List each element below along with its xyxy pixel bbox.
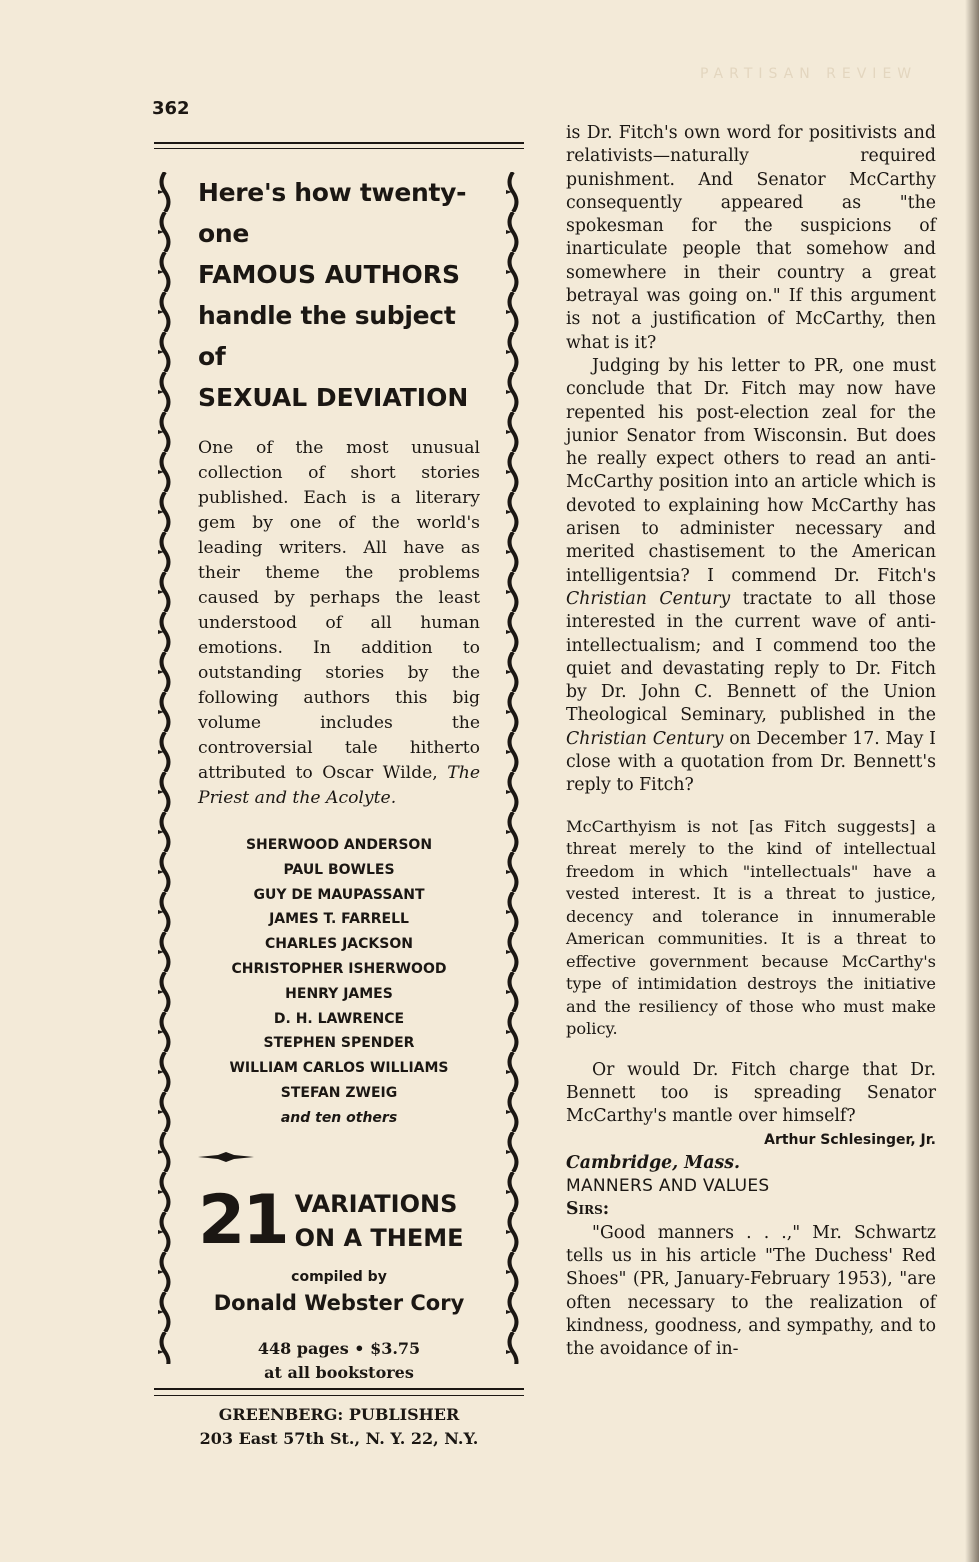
author-name: STEPHEN SPENDER [263, 1035, 415, 1052]
ad-top-rule-thin [154, 148, 524, 149]
ad-top-rule [154, 142, 524, 144]
letter-paragraph: "Good manners . . .," Mr. Schwartz tells us in his article "The Duchess' Red Shoes" (PR, January-February 1953), "are often necessary to the realization of kindness, goodness, and sympathy, and to the avoidance of in- [566, 1222, 936, 1360]
letter-text: Judging by his letter to PR, one must conclude that Dr. Fitch may now have repented his post-election zeal for the junior Senator from Wisconsin. But does he really expect others to read an anti-McCarthy position into an article which is devoted to explaining how McCarthy has arisen to administer necessary and merited chastisement to the American intelligentsia? I commend Dr. Fitch's [566, 355, 936, 586]
book-title-line-2: ON A THEME [294, 1223, 464, 1252]
ad-content [198, 172, 480, 1451]
author-name: GUY DE MAUPASSANT [253, 886, 425, 903]
book-title-line-1: VARIATIONS [294, 1189, 458, 1218]
price-info [198, 1337, 480, 1385]
compiled-by-label: compiled by [291, 1268, 387, 1285]
salutation: Sirs: [566, 1199, 610, 1220]
ad-description [198, 436, 480, 811]
page-number: 362 [152, 98, 190, 119]
compiler-name: Donald Webster Cory [213, 1290, 465, 1315]
letter-paragraph: Or would Dr. Fitch charge that Dr. Bennett too is spreading Senator McCarthy's mantle over himself? [566, 1059, 936, 1127]
letter-place: Cambridge, Mass. [566, 1152, 740, 1173]
ad-headline-line-2: FAMOUS AUTHORS [198, 260, 461, 289]
page-edge-shadow [965, 0, 979, 1562]
ad-left-ornament-border [156, 172, 174, 1364]
publisher-name: GREENBERG: PUBLISHER [218, 1404, 460, 1424]
block-quotation: McCarthyism is not [as Fitch suggests] a threat merely to the kind of intellectual freedom in which "intellectuals" have a vested interest. It is a threat to justice, decency and tolerance in innumerable American communities. It is a threat to effective government because McCarthy's type of intimidation destroys the initiative and the resiliency of those who must make policy. [566, 816, 936, 1039]
section-heading: MANNERS AND VALUES [566, 1176, 770, 1197]
author-list [198, 833, 480, 1131]
ad-right-ornament-border [504, 172, 522, 1364]
letter-paragraph: is Dr. Fitch's own word for positivists and relativists—naturally required punishment. And Senator McCarthy consequently appeared as "the spokesman for the suspicions of inarticulate people that somehow and somewhere in their country a great betrayal was going on." If this argument is not a justification of McCarthy, then what is it? [566, 123, 936, 353]
availability: at all bookstores [264, 1362, 414, 1382]
author-name: WILLIAM CARLOS WILLIAMS [229, 1060, 449, 1077]
letters-column [566, 122, 936, 1361]
author-name: CHARLES JACKSON [265, 936, 413, 953]
author-name: HENRY JAMES [285, 985, 393, 1002]
book-title-words [295, 1187, 464, 1255]
author-name: JAMES T. FARRELL [269, 911, 409, 928]
ad-headline-line-3: handle the subject of [198, 301, 456, 371]
author-name: CHRISTOPHER ISHERWOOD [231, 960, 447, 977]
publication-title: Christian Century [566, 588, 731, 609]
book-advertisement [154, 142, 524, 1448]
ad-headline-line-4: SEXUAL DEVIATION [198, 383, 469, 412]
author-name: STEFAN ZWEIG [280, 1084, 398, 1101]
letter-signature: Arthur Schlesinger, Jr. [764, 1131, 936, 1148]
running-header: PARTISAN REVIEW [700, 66, 918, 82]
letter-text: on December 17. May I close with a quotation from Dr. Bennett's reply to Fitch? [566, 728, 936, 796]
and-others-text: and ten others [280, 1109, 398, 1126]
pages-and-price: 448 pages • $3.75 [257, 1338, 421, 1358]
letter-text: tractate to all those interested in the current wave of anti-intellectualism; and I commend too the quiet and devastating reply to Dr. Fitch by Dr. John C. Bennett of the Union Theological Seminary, published in the [566, 588, 936, 726]
ad-description-text: One of the most unusual collection of short stories published. Each is a literary gem by one of the world's leading writers. All have as their theme the problems caused by perhaps the least understood of all human emotions. In addition to outstanding stories by the following authors this big volume includes the controversial tale hitherto attributed to Oscar Wilde, [198, 438, 480, 783]
book-title-block [198, 1180, 480, 1260]
decorative-dash-ornament [198, 1151, 254, 1163]
ad-headline-line-1: Here's how twenty-one [198, 178, 467, 248]
ad-description-title: The Priest and the Acolyte. [198, 763, 480, 808]
author-name: PAUL BOWLES [283, 861, 395, 878]
ad-bottom-rule-thin [154, 1395, 524, 1396]
author-name: SHERWOOD ANDERSON [245, 837, 433, 853]
publisher-info [198, 1403, 480, 1451]
letter-paragraph [566, 355, 936, 798]
author-name: D. H. LAWRENCE [273, 1010, 405, 1027]
ad-bottom-rule [154, 1388, 524, 1390]
book-title-number: 21 [198, 1180, 287, 1260]
publisher-address: 203 East 57th St., N. Y. 22, N.Y. [199, 1428, 479, 1448]
publication-title: Christian Century [566, 728, 724, 749]
